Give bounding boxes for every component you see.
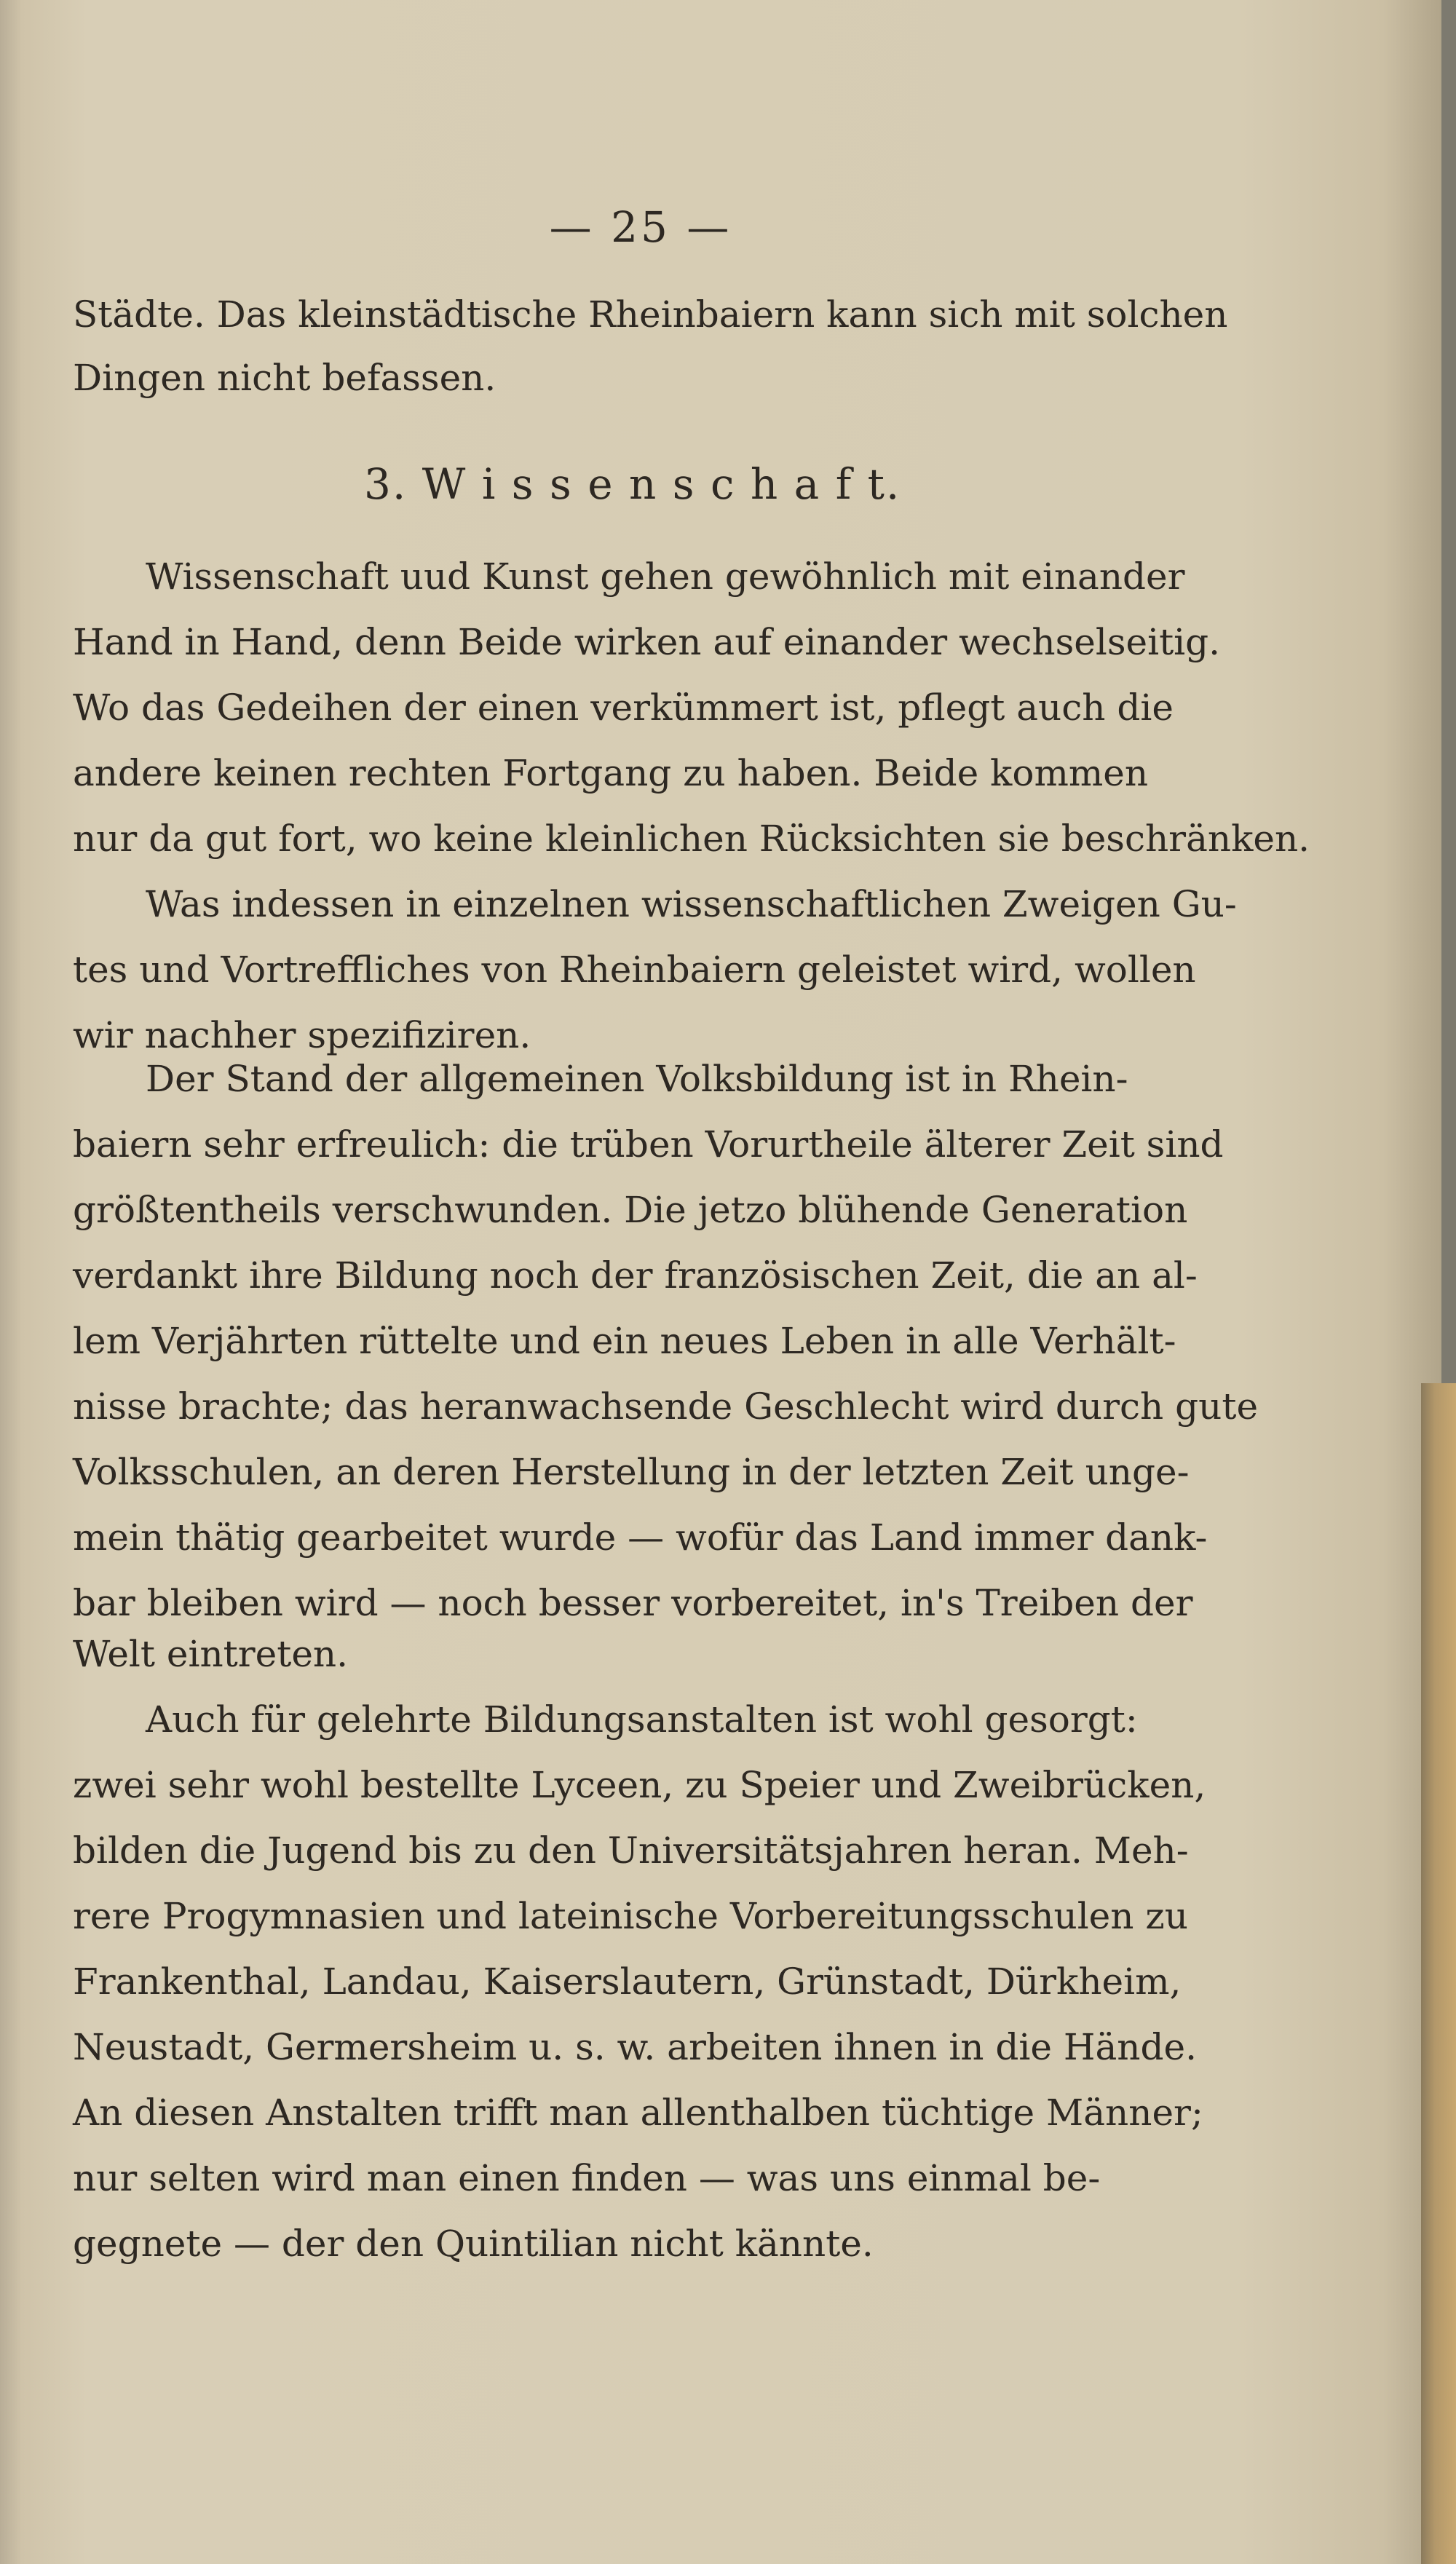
p2-line-3: wir nachher spezifiziren. bbox=[73, 1014, 531, 1056]
p1-line-2: Hand in Hand, denn Beide wirken auf einander wechselseitig. bbox=[73, 621, 1221, 663]
p3-line-10: Welt eintreten. bbox=[73, 1633, 349, 1675]
p3-line-6: nisse brachte; das heranwachsende Geschlecht wird durch gute bbox=[73, 1385, 1259, 1428]
p3-line-8: mein thätig gearbeitet wurde — wofür das Land immer dank- bbox=[73, 1516, 1208, 1559]
p1-line-1: Wissenschaft uud Kunst gehen gewöhnlich mit einander bbox=[146, 555, 1185, 598]
p1-line-3: Wo das Gedeihen der einen verkümmert ist, pflegt auch die bbox=[73, 686, 1174, 729]
p3-line-3: größtentheils verschwunden. Die jetzo blühende Generation bbox=[73, 1189, 1188, 1231]
p4-line-9: gegnete — der den Quintilian nicht kännte. bbox=[73, 2223, 874, 2265]
p2-line-2: tes und Vortreffliches von Rheinbaiern geleistet wird, wollen bbox=[73, 949, 1196, 991]
page-number: — 25 — bbox=[549, 202, 732, 252]
p3-line-1: Der Stand der allgemeinen Volksbildung ist in Rhein- bbox=[146, 1058, 1128, 1100]
p1-line-5: nur da gut fort, wo keine kleinlichen Rücksichten sie beschränken. bbox=[73, 818, 1310, 860]
p3-line-5: lem Verjährten rüttelte und ein neues Leben in alle Verhält- bbox=[73, 1320, 1176, 1362]
p3-line-2: baiern sehr erfreulich: die trüben Vorurtheile älterer Zeit sind bbox=[73, 1123, 1224, 1166]
intro-line-2: Dingen nicht befassen. bbox=[73, 357, 496, 399]
p4-line-4: rere Progymnasien und lateinische Vorbereitungsschulen zu bbox=[73, 1895, 1188, 1937]
section-heading: 3. W i s s e n s c h a f t. bbox=[364, 459, 901, 509]
p4-line-1: Auch für gelehrte Bildungsanstalten ist wohl gesorgt: bbox=[146, 1698, 1138, 1741]
p4-line-8: nur selten wird man einen finden — was uns einmal be- bbox=[73, 2157, 1101, 2199]
p3-line-7: Volksschulen, an deren Herstellung in der letzten Zeit unge- bbox=[73, 1451, 1190, 1493]
p3-line-9: bar bleiben wird — noch besser vorbereitet, in's Treiben der bbox=[73, 1582, 1193, 1624]
p1-line-4: andere keinen rechten Fortgang zu haben. Beide kommen bbox=[73, 752, 1149, 794]
p4-line-5: Frankenthal, Landau, Kaiserslautern, Grünstadt, Dürkheim, bbox=[73, 1960, 1182, 2003]
p4-line-6: Neustadt, Germersheim u. s. w. arbeiten ihnen in die Hände. bbox=[73, 2026, 1197, 2068]
p4-line-3: bilden die Jugend bis zu den Universitätsjahren heran. Meh- bbox=[73, 1829, 1189, 1872]
p4-line-2: zwei sehr wohl bestellte Lyceen, zu Speier und Zweibrücken, bbox=[73, 1764, 1206, 1806]
p2-line-1: Was indessen in einzelnen wissenschaftlichen Zweigen Gu- bbox=[146, 883, 1237, 925]
intro-line-1: Städte. Das kleinstädtische Rheinbaiern kann sich mit solchen bbox=[73, 293, 1228, 336]
p3-line-4: verdankt ihre Bildung noch der französischen Zeit, die an al- bbox=[73, 1254, 1198, 1297]
p4-line-7: An diesen Anstalten trifft man allenthalben tüchtige Männer; bbox=[73, 2092, 1203, 2134]
